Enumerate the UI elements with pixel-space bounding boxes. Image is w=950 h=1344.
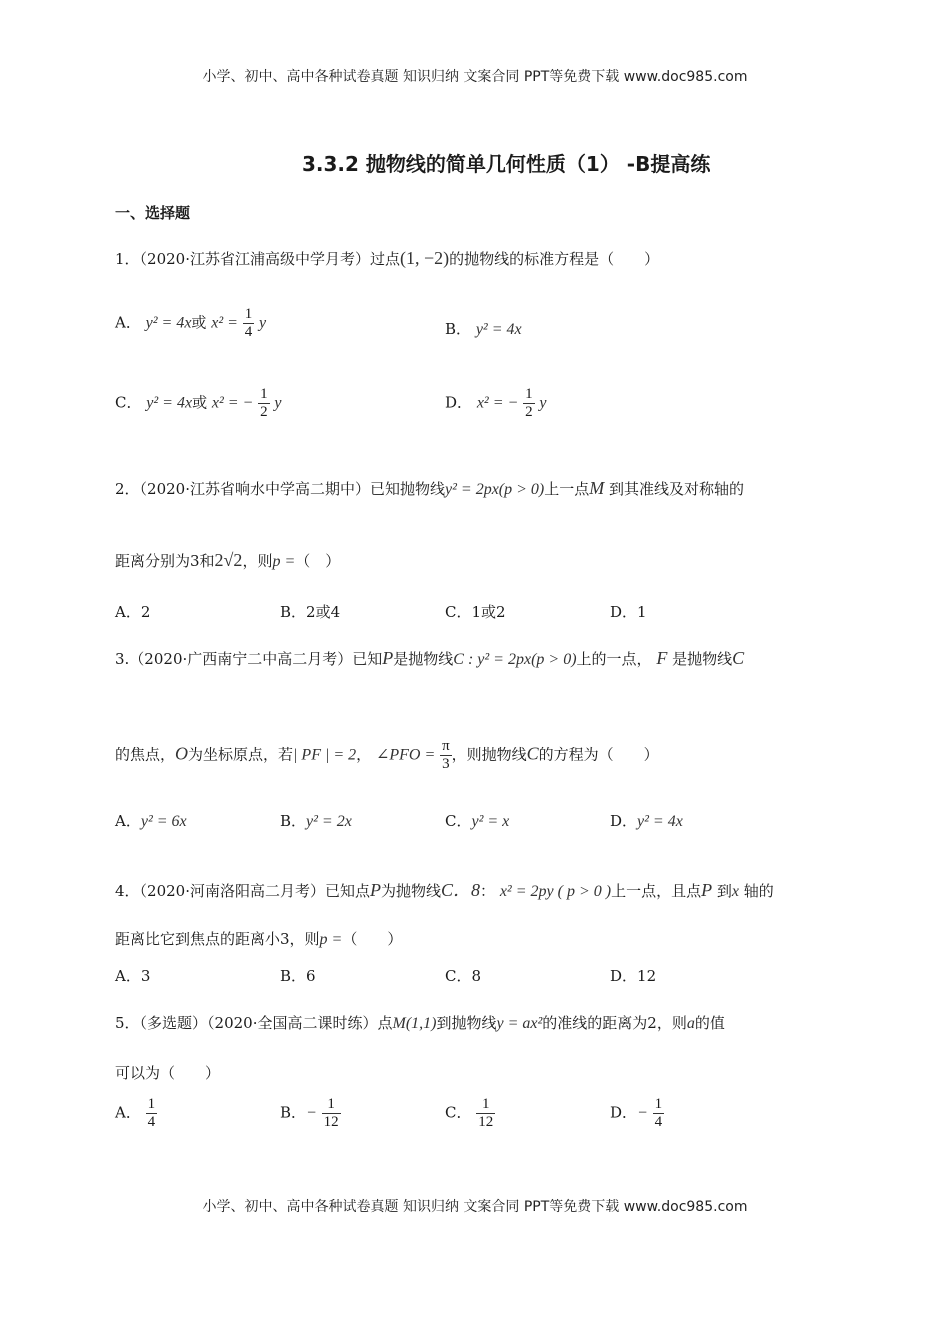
q3-angle-fraction	[440, 738, 452, 773]
page-title: 3.3.2 抛物线的简单几何性质（1） -B提高练	[302, 152, 711, 176]
option-label: C．	[445, 1103, 472, 1122]
q3-c: C	[732, 648, 745, 668]
sign: −	[306, 1104, 317, 1122]
q4-stem-b: 为抛物线	[381, 882, 442, 900]
option-label: A．	[115, 1103, 141, 1122]
q2-option-a: A．2	[115, 603, 151, 621]
q1-a-or: 或	[191, 313, 207, 332]
q3-p: P	[382, 648, 394, 668]
q5-option-b	[280, 1096, 341, 1131]
q4-stem-d: 上一点，且点	[611, 882, 702, 900]
question-2-line2	[115, 550, 340, 571]
q1-c-fraction	[258, 386, 270, 421]
q2-stem-c: 到其准线及对称轴的	[609, 480, 745, 498]
q4-stem-c: ：	[480, 882, 496, 900]
option-label: B．	[445, 320, 472, 338]
q2-option-d: D．1	[610, 603, 647, 621]
option-label: B．	[280, 812, 307, 830]
q1-option-b	[445, 318, 522, 339]
q4-p-eq: p =	[319, 931, 343, 948]
question-5-stem	[115, 1012, 725, 1033]
q3-a-math: y² = 6x	[140, 813, 187, 830]
q1-a-math: y² = 4x	[145, 314, 192, 332]
option-label: D．	[445, 393, 473, 412]
option-label: D．	[610, 1103, 638, 1122]
question-3-stem	[115, 648, 744, 669]
q5-option-a	[115, 1096, 157, 1131]
q5-a-fraction	[146, 1096, 158, 1131]
q4-option-a: A．3	[115, 967, 151, 985]
q3-option-b	[280, 810, 352, 831]
q5-equation: y = ax²	[496, 1015, 543, 1032]
q1-c-tail: y	[274, 394, 282, 412]
q3-equation: C : y² = 2px(p > 0)	[453, 651, 577, 668]
q3-pf: | PF | = 2	[293, 746, 357, 764]
q5-option-d	[610, 1096, 664, 1131]
option-label: A．	[115, 313, 141, 332]
section-heading: 一、选择题	[115, 204, 191, 222]
q1-c-or: 或	[192, 393, 208, 412]
footer-banner: 小学、初中、高中各种试卷真题 知识归纳 文案合同 PPT等免费下载 www.doc985.com	[202, 1199, 748, 1215]
q4-c: C．8	[441, 880, 481, 900]
q4-equation: x² = 2py ( p > 0 )	[499, 883, 612, 900]
question-2-stem	[115, 478, 744, 499]
q5-stem-a: 5．（多选题）（2020·全国高二课时练）点	[115, 1014, 393, 1032]
q1-d-fraction	[523, 386, 535, 421]
q3-stem-a: 3.（2020·广西南宁二中高二月考）已知	[115, 650, 383, 668]
q3-f: F	[656, 648, 668, 668]
numerator: 1	[244, 306, 253, 322]
q3-stem-b: 是抛物线	[393, 650, 454, 668]
q1-b-math: y² = 4x	[475, 321, 522, 338]
q1-d-math: x² = −	[476, 394, 519, 412]
q5-stem-c: 的准线的距离为2，则	[542, 1014, 687, 1032]
q3-option-a	[115, 810, 187, 831]
denominator: 2	[525, 404, 533, 420]
q4-line2-b: （ ）	[342, 930, 403, 948]
q1-option-c	[115, 386, 282, 421]
q4-stem-a: 4．（2020·河南洛阳高二月考）已知点	[115, 882, 370, 900]
denominator: 4	[654, 1114, 663, 1130]
q2-line2-c: （ ）	[295, 552, 341, 570]
q5-option-c	[445, 1096, 495, 1131]
q3-stem-d: 是抛物线	[672, 650, 733, 668]
q5-stem-b: 到抛物线	[436, 1014, 497, 1032]
denominator: 4	[244, 324, 253, 340]
q3-line2-a: 的焦点，	[115, 745, 176, 764]
q1-point: (1, −2)	[400, 248, 450, 268]
q4-option-d: D．12	[610, 967, 657, 985]
q1-stem-b: 的抛物线的标准方程是（ ）	[449, 250, 660, 268]
q4-p2: P	[701, 880, 713, 900]
q1-d-tail: y	[539, 394, 547, 412]
q2-option-b: B．2或4	[280, 603, 341, 621]
q3-o: O	[175, 743, 189, 764]
numerator: 1	[147, 1096, 156, 1112]
denominator: 4	[147, 1114, 156, 1130]
denominator: 12	[478, 1114, 494, 1130]
option-label: D．	[610, 812, 638, 830]
denominator: 12	[323, 1114, 339, 1130]
q3-line2-d: 的方程为（ ）	[538, 745, 659, 764]
numerator: π	[442, 738, 450, 754]
q1-a-tail: y	[258, 314, 267, 332]
numerator: 1	[482, 1096, 490, 1112]
q2-option-c: C．1或2	[445, 603, 506, 621]
q4-option-c: C．8	[445, 967, 482, 985]
q5-b-fraction	[322, 1096, 341, 1131]
header-banner: 小学、初中、高中各种试卷真题 知识归纳 文案合同 PPT等免费下载 www.doc985.com	[202, 69, 748, 85]
q2-stem-b: 上一点	[544, 480, 590, 498]
question-1-stem	[115, 248, 659, 269]
q5-stem-d: 的值	[694, 1014, 725, 1032]
q2-m: M	[589, 478, 605, 498]
q2-root: 2√2	[214, 550, 243, 570]
q1-stem-a: 1．（2020·江苏省江浦高级中学月考）过点	[115, 250, 400, 268]
q4-stem-e: 到	[716, 882, 732, 900]
q5-point: M(1,1)	[392, 1015, 437, 1032]
q3-option-c	[445, 810, 509, 831]
denominator: 3	[440, 755, 452, 773]
q2-p: p =	[272, 553, 296, 570]
question-3-line2	[115, 738, 659, 773]
q4-option-b: B．6	[280, 967, 316, 985]
q3-line2-b: 为坐标原点，若	[188, 745, 294, 764]
numerator: 1	[260, 386, 268, 402]
q3-stem-c: 上的一点，	[576, 650, 652, 668]
q4-stem-f: 轴的	[743, 882, 774, 900]
q4-line2-a: 距离比它到焦点的距离小3，则	[115, 930, 320, 948]
q3-comma: ，	[356, 745, 372, 764]
numerator: 1	[327, 1096, 335, 1112]
q1-option-a	[115, 306, 266, 341]
q1-a-fraction	[243, 306, 255, 341]
q4-p: P	[370, 880, 381, 900]
denominator: 2	[260, 404, 268, 420]
question-5-line2: 可以为（ ）	[115, 1064, 221, 1082]
option-label: A．	[115, 812, 141, 830]
q1-option-d	[445, 386, 546, 421]
q3-c2: C	[526, 743, 539, 764]
q4-x: x	[731, 883, 739, 900]
q1-c-math2: x² = −	[211, 394, 254, 412]
q5-d-fraction	[653, 1096, 665, 1131]
q5-a: a	[686, 1015, 695, 1032]
numerator: 1	[654, 1096, 663, 1112]
q2-line2-a: 距离分别为3和	[115, 552, 215, 570]
option-label: B．	[280, 1103, 307, 1122]
q3-line2-c: ，则抛物线	[451, 745, 527, 764]
option-label: C．	[445, 812, 472, 830]
q2-equation: y² = 2px(p > 0)	[445, 481, 545, 498]
q5-c-fraction	[476, 1096, 495, 1131]
q2-line2-b: ，则	[242, 552, 273, 570]
q3-d-math: y² = 4x	[637, 813, 683, 830]
q1-a-math2: x² =	[211, 314, 238, 332]
q3-angle: ∠PFO =	[375, 746, 436, 764]
numerator: 1	[525, 386, 533, 402]
sign: −	[637, 1104, 648, 1122]
q2-stem-a: 2．（2020·江苏省响水中学高二期中）已知抛物线	[115, 480, 445, 498]
option-label: C．	[115, 393, 142, 412]
q3-option-d	[610, 810, 683, 831]
q3-b-math: y² = 2x	[306, 813, 352, 830]
q1-c-math: y² = 4x	[146, 394, 193, 412]
question-4-stem	[115, 876, 774, 902]
question-4-line2	[115, 928, 402, 949]
q3-c-math: y² = x	[471, 813, 510, 830]
